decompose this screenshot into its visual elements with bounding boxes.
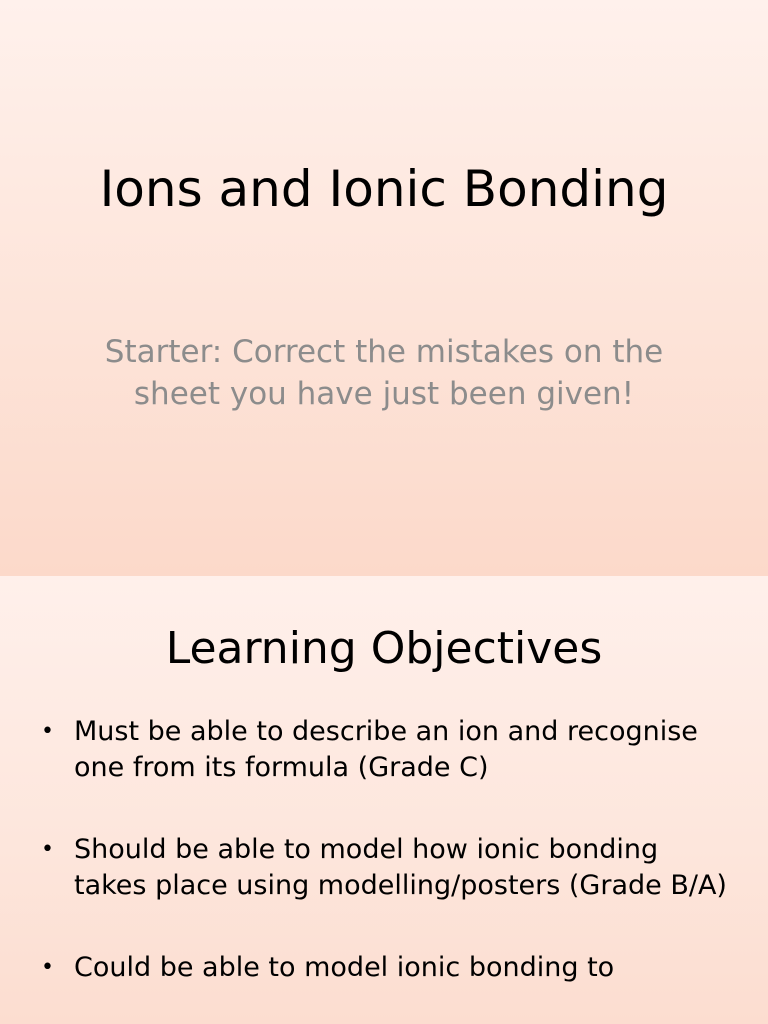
slide-title: Ions and Ionic Bonding <box>99 160 669 218</box>
bullet-icon: • <box>41 955 54 980</box>
objective-text: Must be able to describe an ion and recognise one from its formula (Grade C) <box>74 716 698 783</box>
objective-text: Should be able to model how ionic bonding takes place using modelling/posters (Grade B/A) <box>74 834 727 901</box>
objective-item <box>0 950 768 986</box>
objectives-list <box>0 714 768 1024</box>
objectives-heading: Learning Objectives <box>165 623 603 674</box>
bullet-icon: • <box>41 719 54 744</box>
slide-subtitle: Starter: Correct the mistakes on the sheet you have just been given! <box>104 334 664 412</box>
objective-item <box>0 714 768 786</box>
bullet-icon: • <box>41 837 54 862</box>
objective-text: Could be able to model ionic bonding to <box>74 952 615 983</box>
objectives-slide <box>0 576 768 1024</box>
objective-item <box>0 832 768 904</box>
